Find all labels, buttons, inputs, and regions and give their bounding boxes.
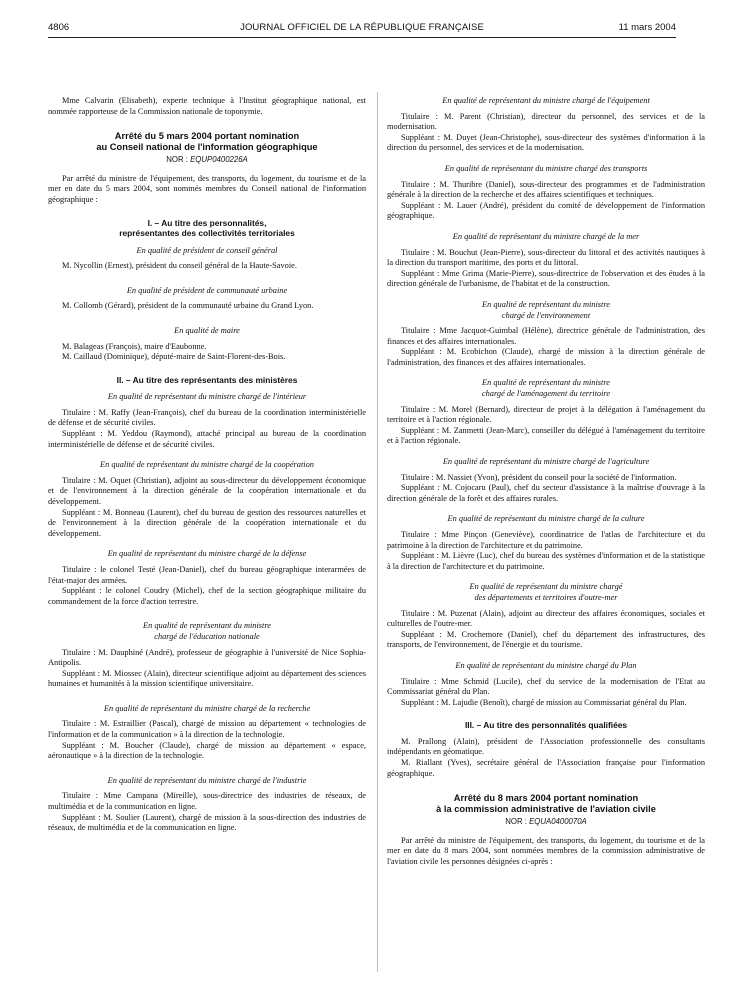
left-column: [48, 96, 366, 834]
arrete-title: [48, 131, 366, 153]
arrete-title: [387, 793, 705, 815]
paragraph: Suppléant : M. Soulier (Laurent), chargé de mission à la sous-direction des industries de réseaux, de multimédia et de la communication en ligne.: [48, 812, 366, 833]
paragraph: Suppléant : M. Lièvre (Luc), chef du bureau des systèmes d'information et de la statistique à la direction de l'architecture et du patrimoine.: [387, 551, 705, 571]
paragraph: Titulaire : Mme Schmid (Lucile), chef du service de la modernisation de l'Etat au Commissariat général du Plan.: [387, 676, 705, 697]
paragraph: Titulaire : M. Estraillier (Pascal), chargé de mission au département « technologies de l'information et de la communication » à la direction de la technologie.: [48, 719, 366, 740]
paragraph: M. Riallant (Yves), secrétaire général de l'Association française pour l'information géographique.: [387, 758, 705, 778]
subheading: [48, 621, 366, 642]
nor-code: EQUA0400070A: [529, 817, 587, 827]
nor-reference: [48, 155, 366, 166]
paragraph: Titulaire : Mme Campana (Mireille), sous-directrice des industries de réseaux, de multimédia et de la communication en ligne.: [48, 791, 366, 812]
paragraph: Suppléant : M. Crochemore (Daniel), chef du département des infrastructures, des transports, de l'environnement, de l'énergie et du tourisme.: [387, 629, 705, 650]
nor-code: EQUP0400226A: [190, 155, 248, 165]
section-heading-line: II. – Au titre des représentants des ministères: [116, 374, 298, 385]
subheading: En qualité de président de communauté urbaine: [126, 285, 288, 295]
subheading: En qualité de représentant du ministre chargé de la mer: [452, 231, 640, 241]
subheading: [387, 300, 705, 321]
subheading: En qualité de représentant du ministre chargé de l'agriculture: [442, 457, 650, 467]
page-header: [48, 22, 676, 38]
paragraph: M. Collomb (Gérard), président de la communauté urbaine du Grand Lyon.: [62, 301, 314, 311]
section-heading-line: III. – Au titre des personnalités qualifiées: [464, 720, 628, 731]
subheading: En qualité de représentant du ministre chargé de l'intérieur: [107, 392, 307, 402]
subheading: En qualité de représentant du ministre chargé de l'équipement: [442, 96, 650, 105]
paragraph: M. Balageas (François), maire d'Eaubonne.: [62, 341, 207, 351]
nor-reference: [387, 817, 705, 828]
paragraph: M. Nycollin (Ernest), président du conseil général de la Haute-Savoie.: [62, 261, 297, 271]
paragraph: Suppléant : M. Cojocaru (Paul), chef du secteur d'assistance à la maîtrise d'ouvrage à la direction générale de la forêt et des affaires rurales.: [387, 483, 705, 503]
paragraph: Titulaire : M. Nassiet (Yvon), président du conseil pour la société de l'information.: [401, 472, 677, 482]
paragraph: Titulaire : M. Puzenat (Alain), adjoint au directeur des affaires économiques, sociales et culturelles de l'outre-mer.: [387, 608, 705, 629]
subheading-line: des départements et territoires d'outre-mer: [474, 592, 618, 602]
header-rule: [48, 37, 676, 38]
subheading: En qualité de représentant du ministre chargé de l'industrie: [107, 775, 307, 785]
section-heading: [48, 218, 366, 239]
right-column: [387, 96, 705, 868]
paragraph: Suppléant : Mme Grima (Marie-Pierre), sous-directrice de l'observation et des études à la direction générale de l'urbanisme, de l'habitat et de la construction.: [387, 268, 705, 289]
paragraph: M. Prallong (Alain), président de l'Association professionnelle des consultants indépendants en géomatique.: [387, 736, 705, 757]
paragraph: Titulaire : M. Thuribre (Daniel), sous-directeur des programmes et de l'administration générale à la direction de la recherche et des affaires scientifiques et techniques.: [387, 179, 705, 200]
paragraph: Par arrêté du ministre de l'équipement, des transports, du logement, du tourisme et de la mer en date du 5 mars 2004, sont nommés membres du Conseil national de l'information géographique :: [48, 173, 366, 204]
paragraph: Par arrêté du ministre de l'équipement, des transports, du logement, du tourisme et de la mer en date du 8 mars 2004, sont nommées membres de la commission administrative de l'aviation civile les personnes désignées ci-après :: [387, 835, 705, 866]
column-divider: [377, 92, 378, 972]
issue-date: 11 mars 2004: [618, 22, 676, 33]
paragraph: Mme Calvarin (Elisabeth), experte technique à l'Institut géographique national, est nommée rapporteuse de la Commission nationale de toponymie.: [48, 96, 366, 116]
subheading: En qualité de maire: [174, 325, 240, 335]
paragraph: Titulaire : Mme Pinçon (Geneviève), coordinatrice de l'atlas de l'architecture et du patrimoine à la direction de l'architecture et du patrimoine.: [387, 530, 705, 550]
subheading-line: En qualité de représentant du ministre chargé: [469, 582, 623, 592]
subheading-line: En qualité de représentant du ministre: [143, 621, 271, 631]
subheading: [387, 378, 705, 399]
paragraph: Suppléant : M. Ecobichon (Claude), chargé de mission à la direction générale de l'administration, des finances et des affaires internationales.: [387, 347, 705, 367]
subheading-line: chargé de l'aménagement du territoire: [481, 389, 611, 399]
arrete-title-line: Arrêté du 8 mars 2004 portant nomination: [453, 793, 639, 804]
journal-title: JOURNAL OFFICIEL DE LA RÉPUBLIQUE FRANÇAISE: [240, 22, 484, 33]
paragraph: Titulaire : M. Raffy (Jean-François), chef du bureau de la coordination interministérielle de défense et de sécurité civiles.: [48, 407, 366, 428]
paragraph: Titulaire : M. Parent (Christian), directeur du personnel, des services et de la modernisation.: [387, 111, 705, 132]
arrete-title-line: Arrêté du 5 mars 2004 portant nomination: [114, 131, 300, 142]
arrete-title-line: à la commission administrative de l'aviation civile: [436, 804, 656, 815]
subheading: En qualité de président de conseil général: [136, 245, 278, 255]
paragraph: Suppléant : M. Yeddou (Raymond), attaché principal au bureau de la coordination interministérielle de défense et de sécurité civiles.: [48, 429, 366, 449]
subheading: En qualité de représentant du ministre chargé des transports: [444, 163, 648, 173]
section-heading-line: représentantes des collectivités territoriales: [119, 228, 295, 239]
subheading-line: En qualité de représentant du ministre: [482, 299, 610, 309]
paragraph: Titulaire : Mme Jacquot-Guimbal (Hélène), directrice générale de l'administration, des finances et des affaires internationales.: [387, 326, 705, 346]
paragraph: Suppléant : M. Duyet (Jean-Christophe), sous-directeur des systèmes d'information à la direction du personnel, des services et de la modernisation.: [387, 132, 705, 153]
subheading: En qualité de représentant du ministre chargé de la défense: [107, 549, 307, 559]
section-heading: [387, 720, 705, 731]
subheading: En qualité de représentant du ministre chargé de la recherche: [103, 703, 311, 713]
paragraph: M. Caillaud (Dominique), député-maire de Saint-Florent-des-Bois.: [62, 352, 286, 362]
paragraph: Suppléant : M. Lajudie (Benoît), chargé de mission au Commissariat général du Plan.: [401, 697, 687, 707]
section-heading: [48, 375, 366, 386]
section-heading-line: I. – Au titre des personnalités,: [147, 217, 267, 228]
subheading-line: chargé de l'environnement: [501, 310, 591, 320]
page-number: 4806: [48, 22, 70, 33]
paragraph: Suppléant : le colonel Coudry (Michel), chef de la section géographique militaire du commandement de la force d'action terrestre.: [48, 586, 366, 606]
arrete-title-line: au Conseil national de l'information géographique: [96, 142, 318, 153]
subheading: En qualité de représentant du ministre chargé de la culture: [447, 514, 645, 524]
subheading-line: En qualité de représentant du ministre: [482, 378, 610, 388]
nor-label: NOR :: [505, 817, 527, 827]
paragraph: Titulaire : M. Morel (Bernard), directeur de projet à la délégation à l'aménagement du territoire et à l'action régionale.: [387, 404, 705, 425]
paragraph: Suppléant : M. Boucher (Claude), chargé de mission au département « espace, aéronautique » à la direction de la technologie.: [48, 740, 366, 761]
paragraph: Titulaire : M. Oquet (Christian), adjoint au sous-directeur du développement économique et de l'environnement à la direction générale de la coopération internationale et du développement.: [48, 475, 366, 506]
subheading-line: chargé de l'éducation nationale: [154, 631, 260, 641]
paragraph: Suppléant : M. Miossec (Alain), directeur scientifique adjoint au département des sciences humaines et humanités à la mission scientifique universitaire.: [48, 668, 366, 689]
paragraph: Suppléant : M. Bonneau (Laurent), chef du bureau de gestion des ressources naturelles et de l'environnement à la direction générale de la coopération internationale et du développement.: [48, 507, 366, 538]
subheading: [387, 582, 705, 603]
paragraph: Suppléant : M. Lauer (André), président du comité de développement de l'information géographique.: [387, 200, 705, 221]
subheading: En qualité de représentant du ministre chargé de la coopération: [100, 460, 314, 470]
paragraph: Titulaire : M. Bouchut (Jean-Pierre), sous-directeur du littoral et des activités nautiques à la direction du transport maritime, des ports et du littoral.: [387, 247, 705, 268]
nor-label: NOR :: [166, 155, 188, 165]
subheading: En qualité de représentant du ministre chargé du Plan: [455, 660, 637, 670]
paragraph: Titulaire : M. Dauphiné (André), professeur de géographie à l'université de Nice Sophia-Antipolis.: [48, 647, 366, 668]
paragraph: Titulaire : le colonel Testé (Jean-Daniel), chef du bureau géographique interarmées de l'état-major des armées.: [48, 564, 366, 585]
paragraph: Suppléant : M. Zanmetti (Jean-Marc), conseiller du délégué à l'aménagement du territoire et à l'action régionale.: [387, 425, 705, 446]
